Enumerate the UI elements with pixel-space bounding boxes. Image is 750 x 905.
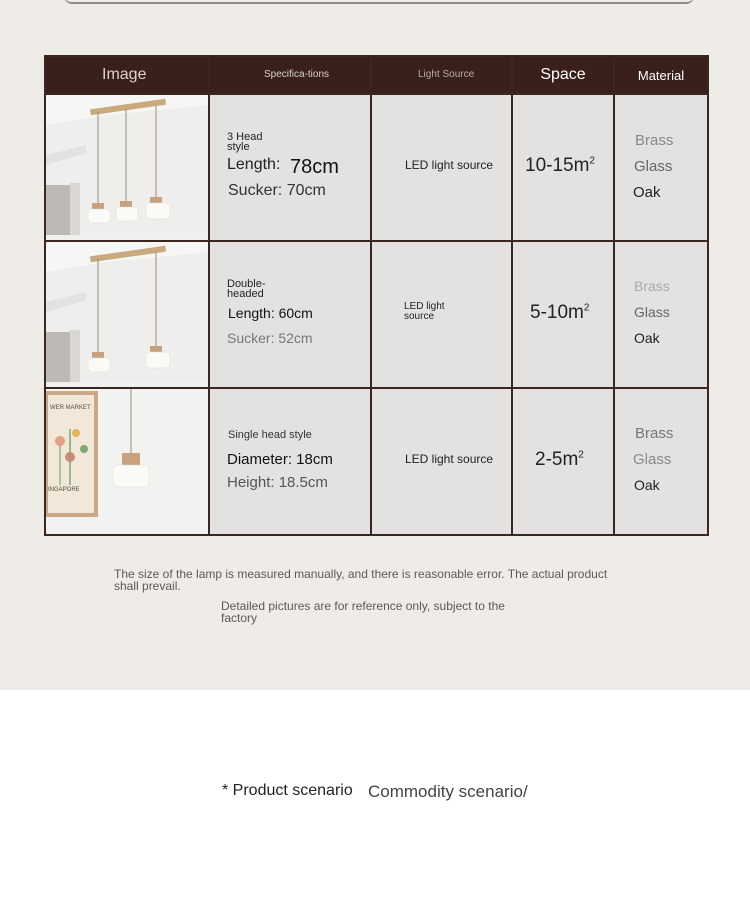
material-glass: Glass bbox=[634, 304, 670, 320]
style-label: Double-headed bbox=[227, 278, 266, 300]
header-material: Material bbox=[614, 56, 708, 94]
table-header bbox=[45, 56, 708, 94]
spec-cell bbox=[209, 241, 371, 388]
material-glass: Glass bbox=[633, 451, 672, 468]
length-label: Length: bbox=[227, 156, 281, 173]
material-cell bbox=[614, 94, 708, 241]
header-image: Image bbox=[45, 56, 209, 94]
light-source-value: LED light source bbox=[405, 452, 494, 466]
length-value: 78cm bbox=[290, 156, 339, 178]
lamp-double-head-illustration bbox=[46, 242, 209, 382]
material-cell bbox=[614, 241, 708, 388]
disclaimer-note: The size of the lamp is measured manually, and there is reasonable error. The actual product shall prevail. bbox=[114, 567, 608, 593]
top-divider bbox=[64, 0, 694, 4]
diameter-label: Diameter: 18cm bbox=[227, 451, 333, 468]
light-cell bbox=[371, 94, 512, 241]
table-row bbox=[45, 388, 708, 535]
material-glass: Glass bbox=[634, 158, 673, 175]
table-row bbox=[45, 241, 708, 388]
header-light-source: Light Source bbox=[371, 56, 512, 94]
material-oak: Oak bbox=[633, 184, 661, 201]
space-cell bbox=[512, 94, 614, 241]
material-cell bbox=[614, 388, 708, 535]
poster-text-top: WER MARKET bbox=[50, 405, 91, 411]
lamp-3-head-illustration bbox=[46, 95, 209, 235]
header-specifications: Specifica-tions bbox=[209, 56, 371, 94]
light-cell bbox=[371, 241, 512, 388]
spec-cell bbox=[209, 388, 371, 535]
lamp-single-head-illustration bbox=[46, 389, 209, 529]
sucker-label: Sucker: 52cm bbox=[227, 330, 313, 346]
light-cell bbox=[371, 388, 512, 535]
length-label: Length: 60cm bbox=[228, 305, 313, 321]
reference-note: Detailed pictures are for reference only, subject to the factory bbox=[221, 599, 505, 625]
light-source-value: LED light source bbox=[405, 158, 494, 172]
product-image-single-head bbox=[45, 388, 209, 535]
material-brass: Brass bbox=[635, 132, 674, 149]
height-label: Height: 18.5cm bbox=[227, 474, 328, 491]
table-row bbox=[45, 94, 708, 241]
material-oak: Oak bbox=[634, 477, 660, 493]
section-subtitle: Commodity scenario/ bbox=[368, 782, 528, 801]
spec-table bbox=[44, 55, 709, 536]
space-cell bbox=[512, 388, 614, 535]
space-value: $5-10m^2$ bbox=[530, 302, 590, 323]
style-label: Single head style bbox=[228, 429, 312, 441]
sucker-label: Sucker: 70cm bbox=[228, 182, 326, 199]
material-oak: Oak bbox=[634, 330, 660, 346]
header-space: Space bbox=[512, 56, 614, 94]
space-cell bbox=[512, 241, 614, 388]
spec-cell bbox=[209, 94, 371, 241]
material-brass: Brass bbox=[634, 278, 670, 294]
style-label: 3 Head style bbox=[227, 131, 263, 153]
material-brass: Brass bbox=[635, 425, 674, 442]
product-image-3-head bbox=[45, 94, 209, 241]
light-source-value: LED light source bbox=[404, 301, 445, 322]
space-value: $2-5m^2$ bbox=[535, 449, 584, 470]
product-image-double-head bbox=[45, 241, 209, 388]
section-title: * Product scenario bbox=[222, 782, 353, 799]
space-value: $10-15m^2$ bbox=[525, 155, 595, 176]
poster-text-bottom: INGAPORE bbox=[48, 487, 80, 493]
